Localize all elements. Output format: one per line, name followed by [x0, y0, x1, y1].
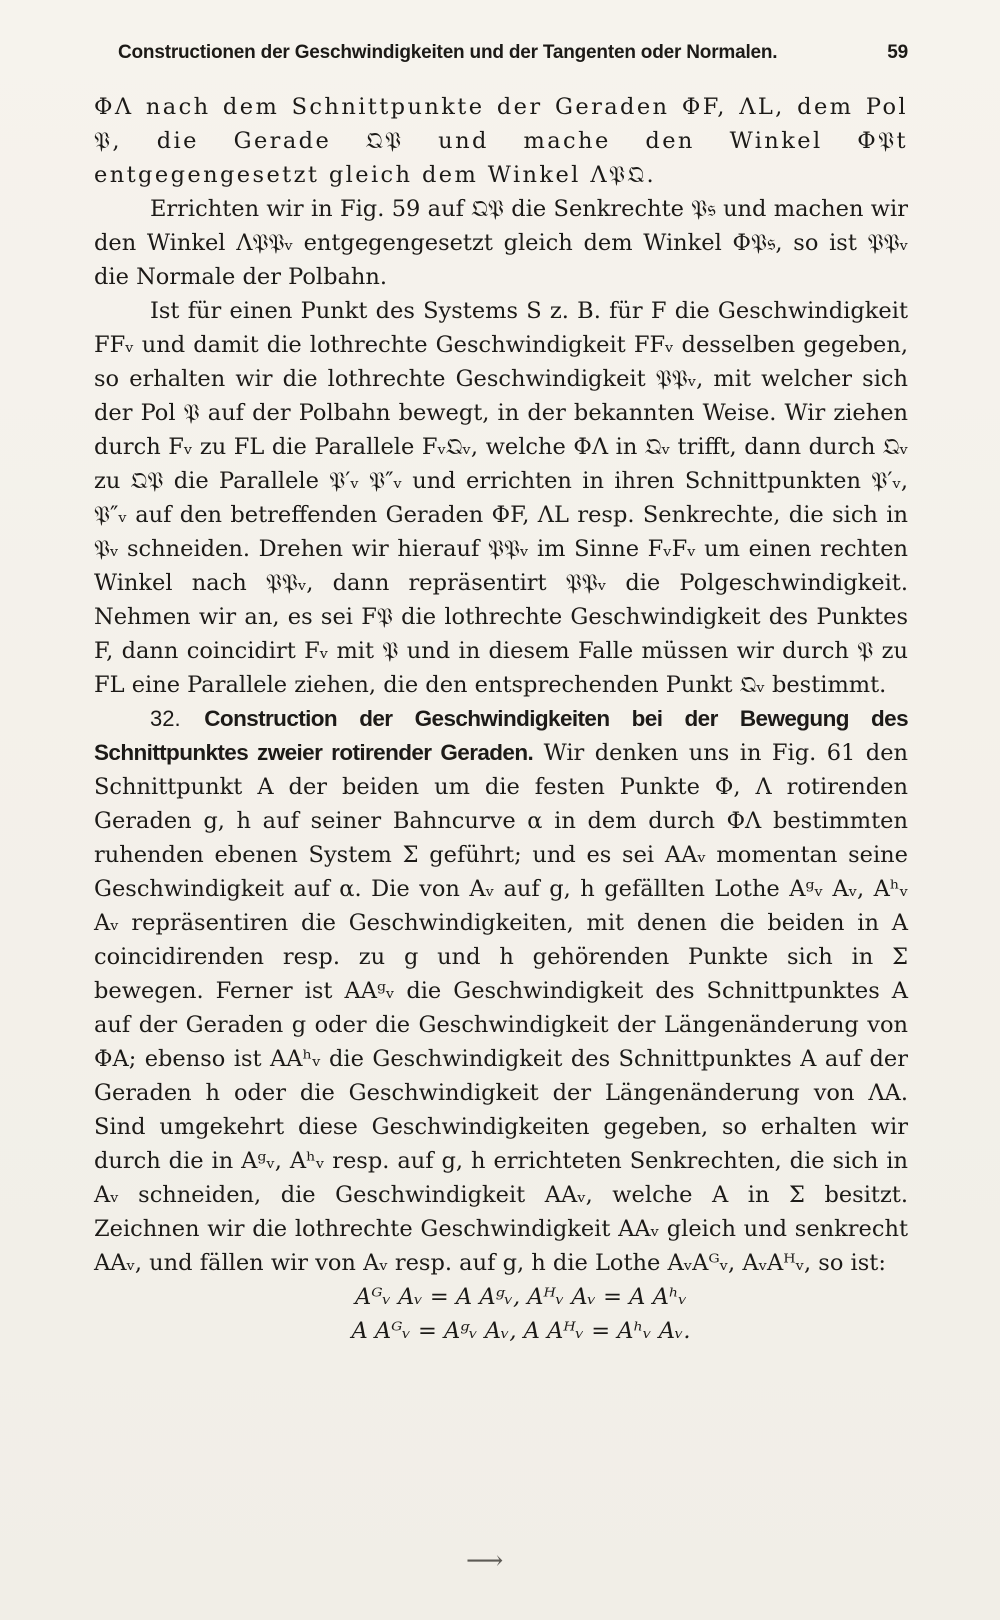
section-number: 32.: [150, 706, 181, 731]
paragraph-1: ΦΛ nach dem Schnittpunkte der Geraden ΦF, ΛL, dem Pol 𝔓, die Gerade 𝔔𝔓 und mache den Winkel Φ𝔓t entgegengesetzt gleich dem Winkel Λ𝔓𝔔.: [94, 94, 908, 188]
section-title: Construction der Geschwindigkeiten bei der Bewegung des Schnittpunktes zweier rotirender Geraden.: [94, 706, 909, 765]
formula-block: [134, 1280, 908, 1348]
arrow-mark-icon: ⟶: [466, 1546, 504, 1576]
formula-line-2: A Aᴳᵥ = Aᵍᵥ Aᵥ, A Aᴴᵥ = Aʰᵥ Aᵥ.: [351, 1318, 691, 1344]
paragraph-3: Ist für einen Punkt des Systems S z. B. für F die Geschwindigkeit FFᵥ und damit die lothrechte Geschwindigkeit FFᵥ desselben gegeben, so erhalten wir die lothrechte Geschwindigkeit 𝔓𝔓ᵥ, mit welcher sich der Pol 𝔓 auf der Polbahn bewegt, in der bekannten Weise. Wir ziehen durch Fᵥ zu FL die Parallele Fᵥ𝔔ᵥ, welche ΦΛ in 𝔔ᵥ trifft, dann durch 𝔔ᵥ zu 𝔔𝔓 die Parallele 𝔓′ᵥ 𝔓″ᵥ und errichten in ihren Schnittpunkten 𝔓′ᵥ, 𝔓″ᵥ auf den betreffenden Geraden ΦF, ΛL resp. Senkrechte, die sich in 𝔓ᵥ schneiden. Drehen wir hierauf 𝔓𝔓ᵥ im Sinne FᵥFᵥ um einen rechten Winkel nach 𝔓𝔓ᵥ, dann repräsentirt 𝔓𝔓ᵥ die Polgeschwindigkeit. Nehmen wir an, es sei F𝔓 die lothrechte Geschwindigkeit des Punktes F, dann coincidirt Fᵥ mit 𝔓 und in diesem Falle müssen wir durch 𝔓 zu FL eine Parallele ziehen, die den entsprechenden Punkt 𝔔ᵥ bestimmt.: [94, 298, 908, 698]
page-number: 59: [887, 42, 908, 63]
running-title: Constructionen der Geschwindigkeiten und der Tangenten oder Normalen.: [118, 42, 778, 63]
paragraph-4: Wir denken uns in Fig. 61 den Schnittpunkt A der beiden um die festen Punkte Φ, Λ rotirenden Geraden g, h auf seiner Bahncurve α in dem durch ΦΛ bestimmten ruhenden ebenen System Σ geführt; und es sei AAᵥ momentan seine Geschwindigkeit auf α. Die von Aᵥ auf g, h gefällten Lothe Aᵍᵥ Aᵥ, Aʰᵥ Aᵥ repräsentiren die Geschwindigkeiten, mit denen die beiden in A coincidirenden resp. zu g und h gehörenden Punkte sich in Σ bewegen. Ferner ist AAᵍᵥ die Geschwindigkeit des Schnittpunktes A auf der Geraden g oder die Geschwindigkeit der Längenänderung von ΦA; ebenso ist AAʰᵥ die Geschwindigkeit des Schnittpunktes A auf der Geraden h oder die Geschwindigkeit der Längenänderung von ΛA. Sind umgekehrt diese Geschwindigkeiten gegeben, so erhalten wir durch die in Aᵍᵥ, Aʰᵥ resp. auf g, h errichteten Senkrechten, die sich in Aᵥ schneiden, die Geschwindigkeit AAᵥ, welche A in Σ besitzt. Zeichnen wir die lothrechte Geschwindigkeit AAᵥ gleich und senkrecht AAᵥ, und fällen wir von Aᵥ resp. auf g, h die Lothe AᵥAᴳᵥ, AᵥAᴴᵥ, so ist:: [94, 740, 909, 1276]
paragraph-2: Errichten wir in Fig. 59 auf 𝔔𝔓 die Senkrechte 𝔓𝔰 und machen wir den Winkel Λ𝔓𝔓ᵥ entgegengesetzt gleich dem Winkel Φ𝔓𝔰, so ist 𝔓𝔓ᵥ die Normale der Polbahn.: [94, 196, 908, 290]
formula-line-1: Aᴳᵥ Aᵥ = A Aᵍᵥ, Aᴴᵥ Aᵥ = A Aʰᵥ: [355, 1284, 687, 1310]
running-header: [118, 42, 908, 64]
section-32: [94, 702, 908, 1280]
body-text: [94, 90, 908, 1280]
